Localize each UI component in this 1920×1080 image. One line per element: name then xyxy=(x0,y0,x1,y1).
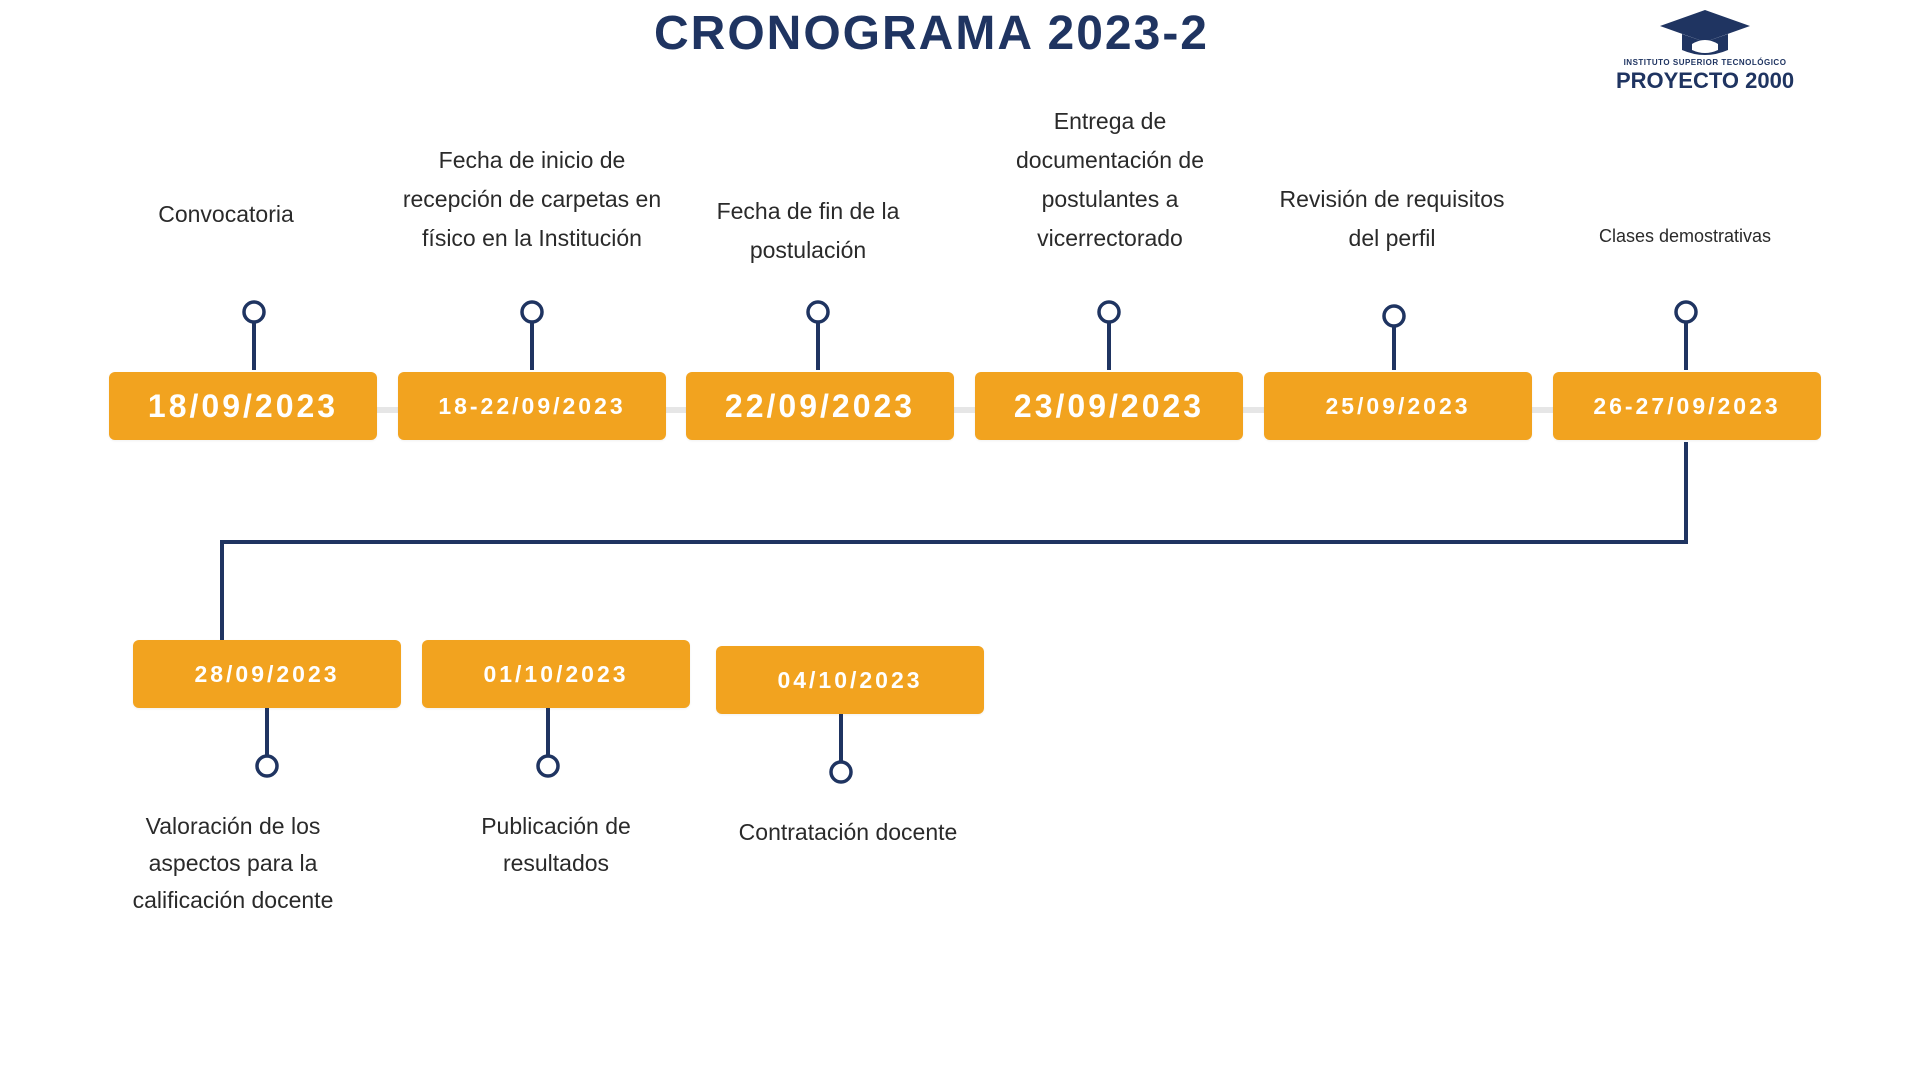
timeline-label xyxy=(690,188,926,270)
timeline-label xyxy=(446,808,666,882)
timeline-label xyxy=(710,814,986,851)
date-box xyxy=(975,372,1243,440)
timeline-label xyxy=(110,190,342,234)
date-box xyxy=(133,640,401,708)
logo-subtitle: INSTITUTO SUPERIOR TECNOLÓGICO xyxy=(1623,58,1787,67)
timeline-label-text: Contratación docente xyxy=(738,819,958,845)
institute-logo xyxy=(1605,8,1805,98)
timeline-pin-icon xyxy=(798,300,838,370)
date-box xyxy=(716,646,984,714)
timeline-label xyxy=(1262,178,1522,258)
logo-name: PROYECTO 2000 xyxy=(1615,68,1795,93)
date-text: 28/09/2023 xyxy=(194,660,340,687)
timeline-pin-icon xyxy=(247,708,287,778)
timeline-label-text: Clases demostrativas xyxy=(1598,226,1772,246)
timeline-label-text: Fecha de inicio de recepción de carpetas en físico en la Institución xyxy=(402,147,662,251)
date-text: 18-22/09/2023 xyxy=(438,392,626,419)
timeline-label-text: Convocatoria xyxy=(158,201,294,227)
date-text: 26-27/09/2023 xyxy=(1593,392,1781,419)
timeline-pin-icon xyxy=(1666,300,1706,370)
date-text: 04/10/2023 xyxy=(777,666,923,693)
timeline-label-text: Valoración de los aspectos para la calificación docente xyxy=(132,813,334,913)
timeline-label-text: Fecha de fin de la postulación xyxy=(716,198,900,263)
timeline-label xyxy=(990,100,1230,258)
date-box xyxy=(686,372,954,440)
date-box xyxy=(398,372,666,440)
timeline-label xyxy=(1560,220,1810,256)
timeline-pin-icon xyxy=(1374,304,1414,374)
page-title: CRONOGRAMA 2023-2 xyxy=(654,7,1209,60)
date-box xyxy=(1264,372,1532,440)
timeline-label xyxy=(398,100,666,258)
timeline-label-text: Revisión de requisitos del perfil xyxy=(1279,186,1505,251)
date-text: 01/10/2023 xyxy=(483,660,629,687)
timeline-pin-icon xyxy=(512,300,552,370)
date-text: 23/09/2023 xyxy=(1013,387,1205,424)
graduation-cap-icon xyxy=(1660,8,1750,58)
timeline-pin-icon xyxy=(821,714,861,784)
date-box xyxy=(1553,372,1821,440)
timeline-label-text: Publicación de resultados xyxy=(481,813,631,876)
timeline-pin-icon xyxy=(234,300,274,370)
date-text: 22/09/2023 xyxy=(724,387,916,424)
date-text: 25/09/2023 xyxy=(1325,392,1471,419)
timeline-pin-icon xyxy=(528,708,568,778)
date-box xyxy=(422,640,690,708)
date-box xyxy=(109,372,377,440)
date-text: 18/09/2023 xyxy=(147,387,339,424)
timeline-pin-icon xyxy=(1089,300,1129,370)
timeline-label-text: Entrega de documentación de postulantes a vicerrectorado xyxy=(1016,108,1204,251)
timeline-label xyxy=(110,808,356,919)
